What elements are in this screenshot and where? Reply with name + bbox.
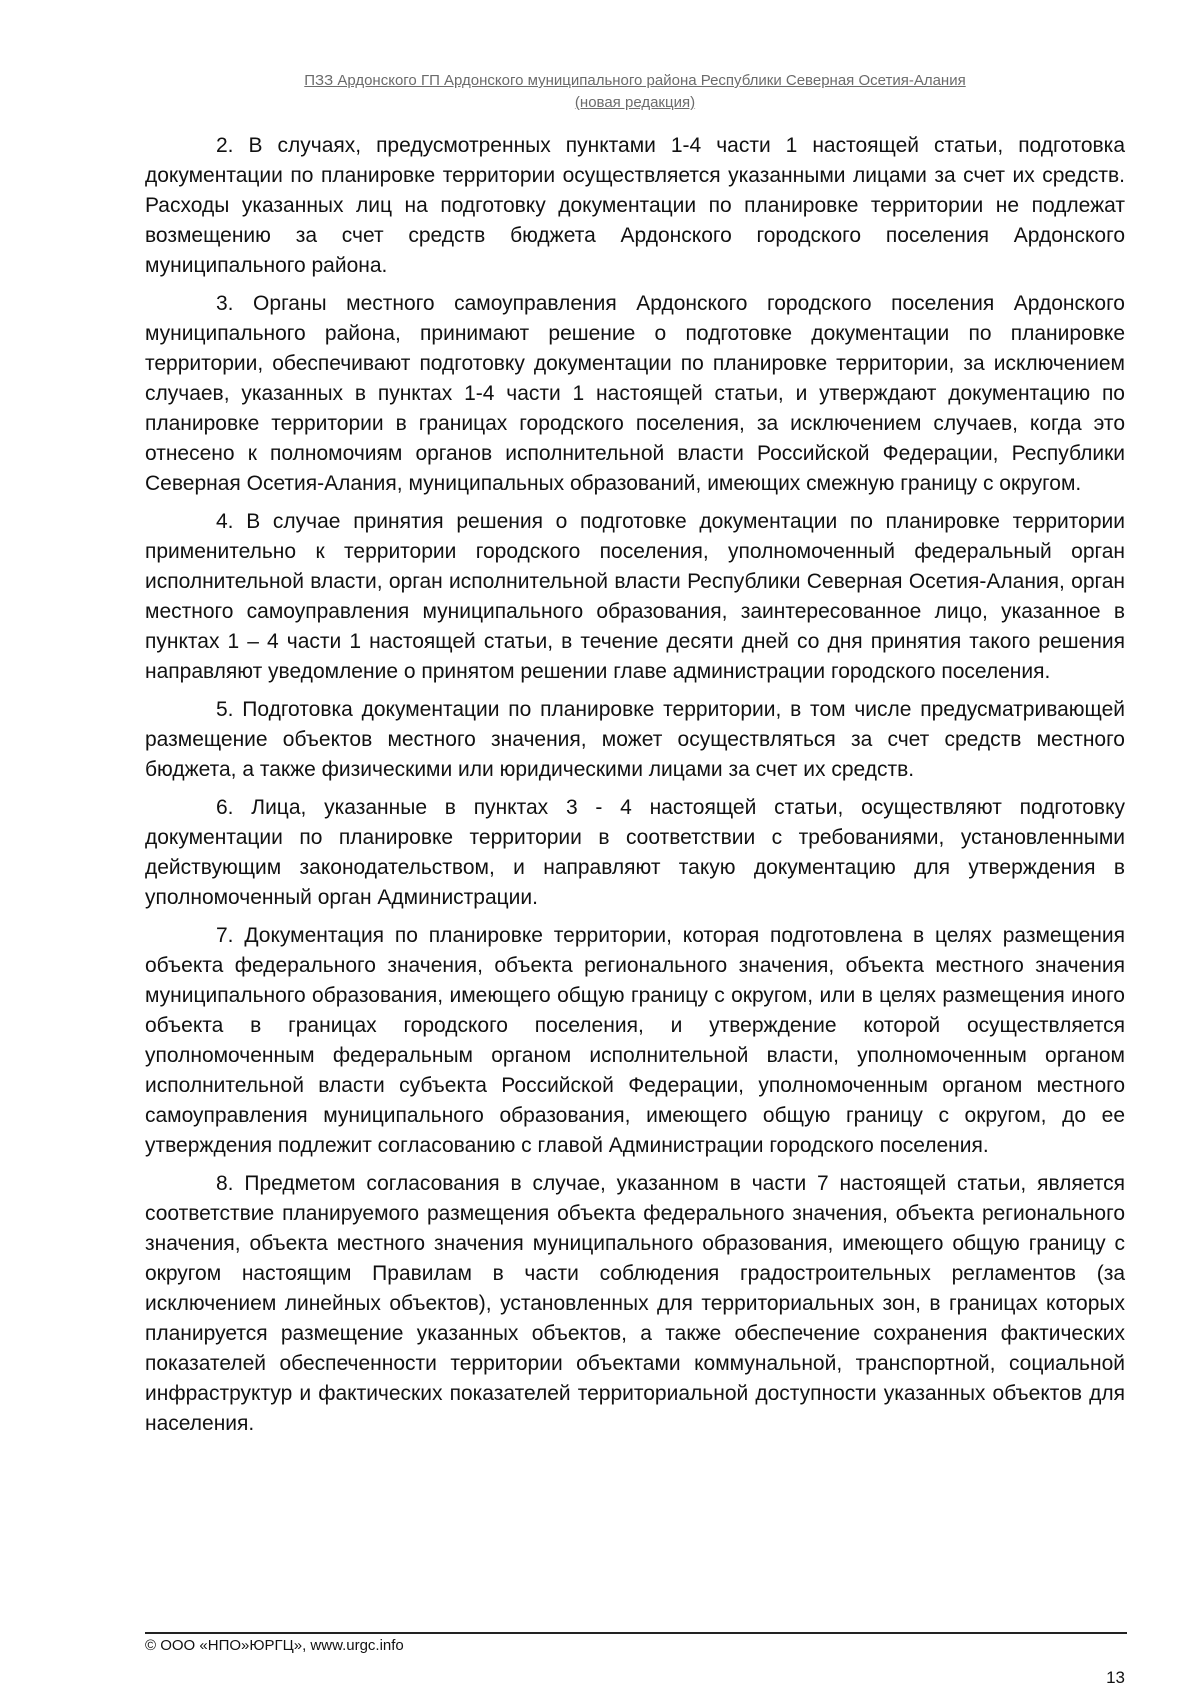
paragraph-5: 5. Подготовка документации по планировке территории, в том числе предусматривающей размещение объектов местного значения, может осуществляться за счет средств местного бюджета, а также физическими или юридическими лицами за счет их средств. bbox=[145, 698, 1125, 781]
document-body bbox=[145, 131, 1125, 1447]
running-header bbox=[145, 70, 1125, 114]
paragraph-2: 2. В случаях, предусмотренных пунктами 1-4 части 1 настоящей статьи, подготовка документации по планировке территории осуществляется указанными лицами за счет их средств. Расходы указанных лиц на подготовку документации по планировке территории не подлежат возмещению за счет средств бюджета Ардонского городского поселения Ардонского муниципального района. bbox=[145, 134, 1125, 277]
header-title: ПЗЗ Ардонского ГП Ардонского муниципального района Республики Северная Осетия-Алания bbox=[304, 72, 966, 89]
paragraph-6: 6. Лица, указанные в пунктах 3 - 4 настоящей статьи, осуществляют подготовку документации по планировке территории в соответствии с требованиями, установленными действующим законодательством, и направляют такую документацию для утверждения в уполномоченный орган Администрации. bbox=[145, 796, 1125, 909]
paragraph-8: 8. Предметом согласования в случае, указанном в части 7 настоящей статьи, является соответствие планируемого размещения объекта федерального значения, объекта регионального значения, объекта местного значения муниципального образования, имеющего общую границу с округом настоящим Правилам в части соблюдения градостроительных регламентов (за исключением линейных объектов), установленных для территориальных зон, в границах которых планируется размещение указанных объектов, а также обеспечение сохранения фактических показателей обеспеченности территории объектами коммунальной, транспортной, социальной инфраструктур и фактических показателей территориальной доступности указанных объектов для населения. bbox=[145, 1172, 1125, 1435]
paragraph-7: 7. Документация по планировке территории, которая подготовлена в целях размещения объекта федерального значения, объекта регионального значения, объекта местного значения муниципального образования, имеющего общую границу с округом, или в целях размещения иного объекта в границах городского поселения, и утверждение которой осуществляется уполномоченным федеральным органом исполнительной власти, уполномоченным органом исполнительной власти субъекта Российской Федерации, уполномоченным органом местного самоуправления муниципального образования, имеющего общую границу с округом, до ее утверждения подлежит согласованию с главой Администрации городского поселения. bbox=[145, 924, 1125, 1157]
footer-copyright: © ООО «НПО»ЮРГЦ», www.urgc.info bbox=[145, 1637, 404, 1654]
paragraph-3: 3. Органы местного самоуправления Ардонского городского поселения Ардонского муниципального района, принимают решение о подготовке документации по планировке территории, обеспечивают подготовку документации по планировке территории, за исключением случаев, указанных в пунктах 1-4 части 1 настоящей статьи, и утверждают документацию по планировке территории в границах городского поселения, за исключением случаев, когда это отнесено к полномочиям органов исполнительной власти Российской Федерации, Республики Северная Осетия-Алания, муниципальных образований, имеющих смежную границу с округом. bbox=[145, 292, 1125, 495]
paragraph-4: 4. В случае принятия решения о подготовке документации по планировке территории применительно к территории городского поселения, уполномоченный федеральный орган исполнительной власти, орган исполнительной власти Республики Северная Осетия-Алания, орган местного самоуправления муниципального образования, заинтересованное лицо, указанное в пунктах 1 – 4 части 1 настоящей статьи, в течение десяти дней со дня принятия такого решения направляют уведомление о принятом решении главе администрации городского поселения. bbox=[145, 510, 1125, 683]
page-number: 13 bbox=[1106, 1668, 1125, 1687]
footer-divider bbox=[145, 1632, 1127, 1634]
header-subtitle: (новая редакция) bbox=[574, 94, 696, 111]
